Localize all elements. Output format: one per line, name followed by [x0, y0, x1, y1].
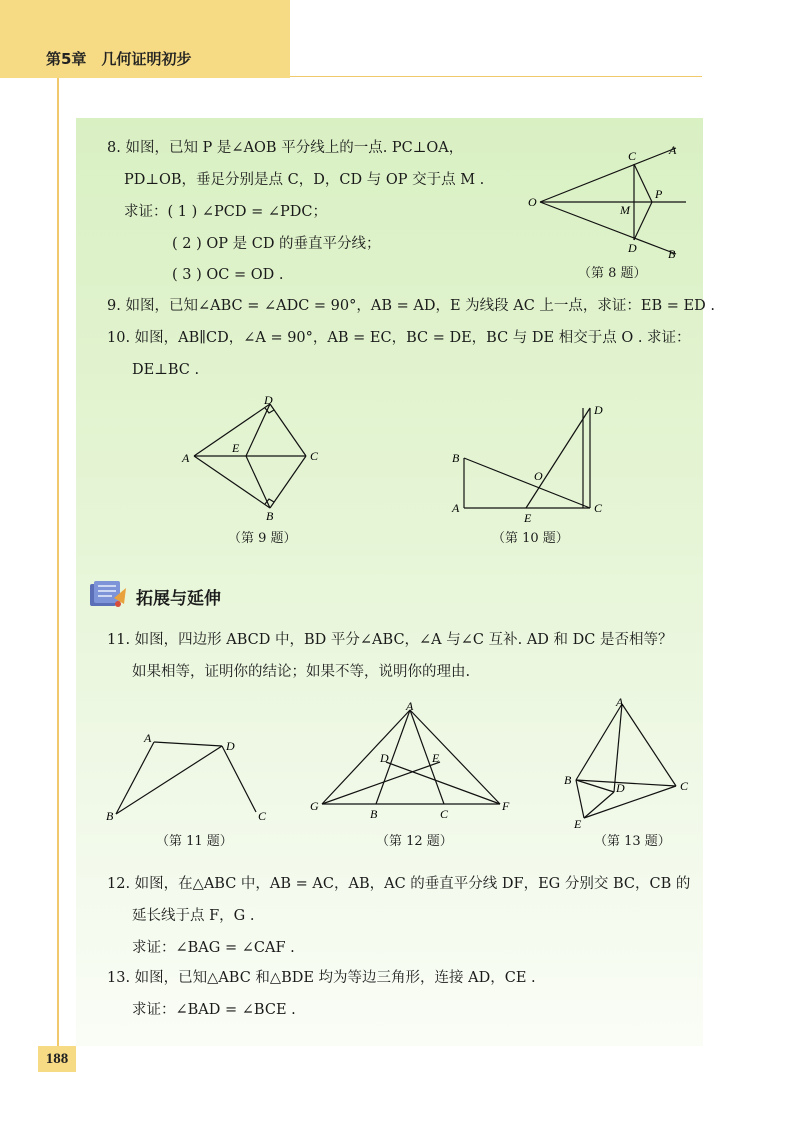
fig9-label-A: A	[182, 451, 190, 465]
fig13-label-E: E	[574, 817, 582, 830]
fig8-label-M: M	[620, 203, 630, 217]
problem-12-line-2: 延长线于点 F，G .	[132, 908, 255, 924]
problem-10-line-2: DE⊥BC .	[132, 362, 200, 378]
fig9-label-E: E	[232, 441, 240, 455]
fig12-label-F: F	[502, 799, 510, 813]
caption-fig-11: （第 11 题）	[156, 834, 233, 849]
figure-12	[306, 700, 516, 825]
fig8-label-C: C	[628, 149, 637, 163]
problem-8-line-5: ( 3 ) OC = OD .	[172, 267, 284, 283]
fig10-label-D: D	[594, 403, 603, 417]
problem-13-line-1: 13. 如图，已知△ABC 和△BDE 均为等边三角形，连接 AD，CE .	[107, 970, 536, 986]
fig8-label-A: A	[669, 143, 677, 157]
problem-8-line-1: 8. 如图，已知 P 是∠AOB 平分线上的一点. PC⊥OA，	[107, 140, 464, 156]
problem-13-line-2: 求证：∠BAD = ∠BCE .	[132, 1002, 296, 1018]
caption-fig-9: （第 9 题）	[228, 531, 297, 546]
section-title: 拓展与延伸	[136, 589, 221, 609]
problem-8-line-3: 求证：( 1 ) ∠PCD = ∠PDC；	[124, 204, 327, 220]
fig12-label-D: D	[380, 751, 389, 765]
fig8-label-O: O	[528, 195, 537, 209]
page-number: 188	[38, 1046, 76, 1072]
figure-9	[180, 392, 325, 524]
figure-10	[450, 400, 610, 525]
problem-11-line-1: 11. 如图，四边形 ABCD 中，BD 平分∠ABC，∠A 与∠C 互补. AD 和 DC 是否相等？	[107, 632, 673, 648]
fig11-label-D: D	[226, 739, 235, 753]
fig13-label-C: C	[680, 779, 689, 793]
fig12-label-B: B	[370, 807, 378, 821]
side-margin-line	[57, 78, 59, 1046]
figure-8	[526, 140, 692, 265]
fig9-label-C: C	[310, 449, 319, 463]
fig12-label-G: G	[310, 799, 319, 813]
fig10-label-E: E	[524, 511, 532, 525]
fig13-label-D: D	[616, 781, 625, 795]
fig8-label-D: D	[628, 241, 637, 255]
fig9-label-B: B	[266, 509, 274, 523]
fig10-label-A: A	[452, 501, 460, 515]
figure-11	[104, 728, 274, 828]
fig10-label-O: O	[534, 469, 543, 483]
book-icon	[88, 578, 128, 610]
caption-fig-8: （第 8 题）	[578, 266, 647, 281]
problem-8-line-2: PD⊥OB，垂足分别是点 C，D，CD 与 OP 交于点 M .	[124, 172, 485, 188]
fig13-label-B: B	[564, 773, 572, 787]
fig9-label-D: D	[264, 393, 273, 407]
caption-fig-13: （第 13 题）	[594, 834, 671, 849]
fig10-label-C: C	[594, 501, 603, 515]
fig11-label-B: B	[106, 809, 114, 823]
problem-12-line-1: 12. 如图，在△ABC 中，AB = AC，AB，AC 的垂直平分线 DF，EG 分别交 BC，CB 的	[107, 876, 691, 892]
fig12-label-A: A	[406, 700, 414, 713]
chapter-title: 第5章 几何证明初步	[46, 50, 192, 68]
problem-12-line-3: 求证：∠BAG = ∠CAF .	[132, 940, 295, 956]
figure-13	[560, 694, 700, 830]
header-divider	[290, 76, 702, 77]
fig8-label-B: B	[668, 247, 676, 261]
fig13-label-A: A	[616, 695, 624, 709]
problem-8-line-4: ( 2 ) OP 是 CD 的垂直平分线；	[172, 236, 381, 252]
problem-11-line-2: 如果相等，证明你的结论；如果不等，说明你的理由.	[132, 664, 471, 680]
fig11-label-C: C	[258, 809, 267, 823]
fig8-label-P: P	[655, 187, 663, 201]
caption-fig-10: （第 10 题）	[492, 531, 569, 546]
fig10-label-B: B	[452, 451, 460, 465]
fig12-label-E: E	[432, 751, 440, 765]
caption-fig-12: （第 12 题）	[376, 834, 453, 849]
problem-10-line-1: 10. 如图，AB∥CD，∠A = 90°，AB = EC，BC = DE，BC 与 DE 相交于点 O . 求证：	[107, 330, 691, 346]
fig11-label-A: A	[144, 731, 152, 745]
fig12-label-C: C	[440, 807, 449, 821]
problem-9: 9. 如图，已知∠ABC = ∠ADC = 90°，AB = AD，E 为线段 AC 上一点，求证：EB = ED .	[107, 298, 715, 314]
